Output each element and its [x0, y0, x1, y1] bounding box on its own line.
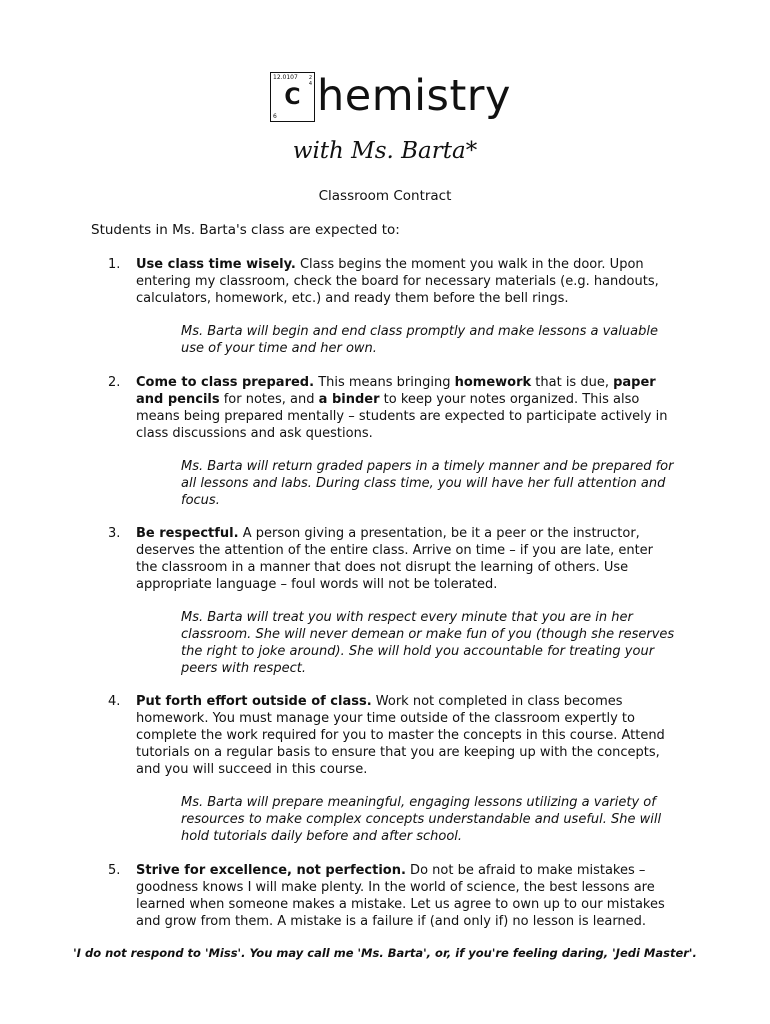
teacher-promise: Ms. Barta will begin and end class promptly and make lessons a valuable use of your time and her own. [181, 324, 658, 356]
page-title: hemistry [317, 71, 511, 121]
footnote: 'I do not respond to 'Miss'. You may call me 'Ms. Barta', or, if you're feeling daring, 'Jedi Master'. [73, 946, 697, 960]
rule-number: 5. [108, 863, 121, 878]
element-number: 6 [273, 113, 277, 120]
rule-lead: Strive for excellence, not perfection. [136, 863, 406, 878]
rule-item [108, 862, 678, 930]
rule-text: Strive for excellence, not perfection. Do not be afraid to make mistakes – goodness knows I will make plenty. In the world of science, the best lessons are learned when someone makes a mistake. Let us agree to own up to our mistakes and grow from them. A mistake is a failure if (and only if) no lesson is learned. [136, 863, 665, 929]
rule-text: Put forth effort outside of class. Work not completed in class becomes homework. You must manage your time outside of the classroom expertly to complete the work required for you to master the concepts in this course. Attend tutorials on a regular basis to ensure that you are keeping up with the concepts, and you will succeed in this course. [136, 694, 665, 777]
rule-number: 2. [108, 375, 121, 390]
intro-text: Students in Ms. Barta's class are expected to: [91, 222, 400, 238]
rule-lead: Be respectful. [136, 526, 239, 541]
rule-item [108, 525, 678, 593]
rule-text: Come to class prepared. This means bringing homework that is due, paper and pencils for notes, and a binder to keep your notes organized. This also means being prepared mentally – students are expected to participate actively in class discussions and ask questions. [136, 375, 668, 441]
element-mass: 12.0107 [273, 74, 298, 81]
rule-lead: Use class time wisely. [136, 257, 296, 272]
carbon-element-tile [270, 72, 315, 122]
teacher-promise: Ms. Barta will prepare meaningful, engaging lessons utilizing a variety of resources to make complex concepts understandable and useful. She will hold tutorials daily before and after school. [181, 795, 662, 844]
rule-text: Be respectful. A person giving a presentation, be it a peer or the instructor, deserves the attention of the entire class. Arrive on time – if you are late, enter the classroom in a manner that does not disrupt the learning of others. Use appropriate language – foul words will not be tolerated. [136, 526, 654, 592]
rule-item [108, 693, 678, 778]
rule-lead: Put forth effort outside of class. [136, 694, 372, 709]
element-symbol: C [284, 85, 301, 110]
rule-number: 3. [108, 526, 121, 541]
rule-item [108, 374, 678, 442]
rule-lead: Come to class prepared. [136, 375, 315, 390]
rule-number: 4. [108, 694, 121, 709]
rule-item [108, 256, 678, 307]
page-subtitle: with Ms. Barta* [292, 138, 478, 164]
rule-text: Use class time wisely. Class begins the moment you walk in the door. Upon entering my classroom, check the board for necessary materials (e.g. handouts, calculators, homework, etc.) and ready them before the bell rings. [136, 257, 659, 306]
teacher-promise: Ms. Barta will treat you with respect every minute that you are in her classroom. She will never demean or make fun of you (though she reserves the right to joke around). She will hold you accountable for treating your peers with respect. [181, 610, 675, 676]
rule-number: 1. [108, 257, 121, 272]
teacher-promise: Ms. Barta will return graded papers in a timely manner and be prepared for all lessons and labs. During class time, you will have her full attention and focus. [181, 459, 674, 508]
contract-title: Classroom Contract [318, 188, 452, 204]
element-charges: 2 4 [308, 75, 312, 87]
